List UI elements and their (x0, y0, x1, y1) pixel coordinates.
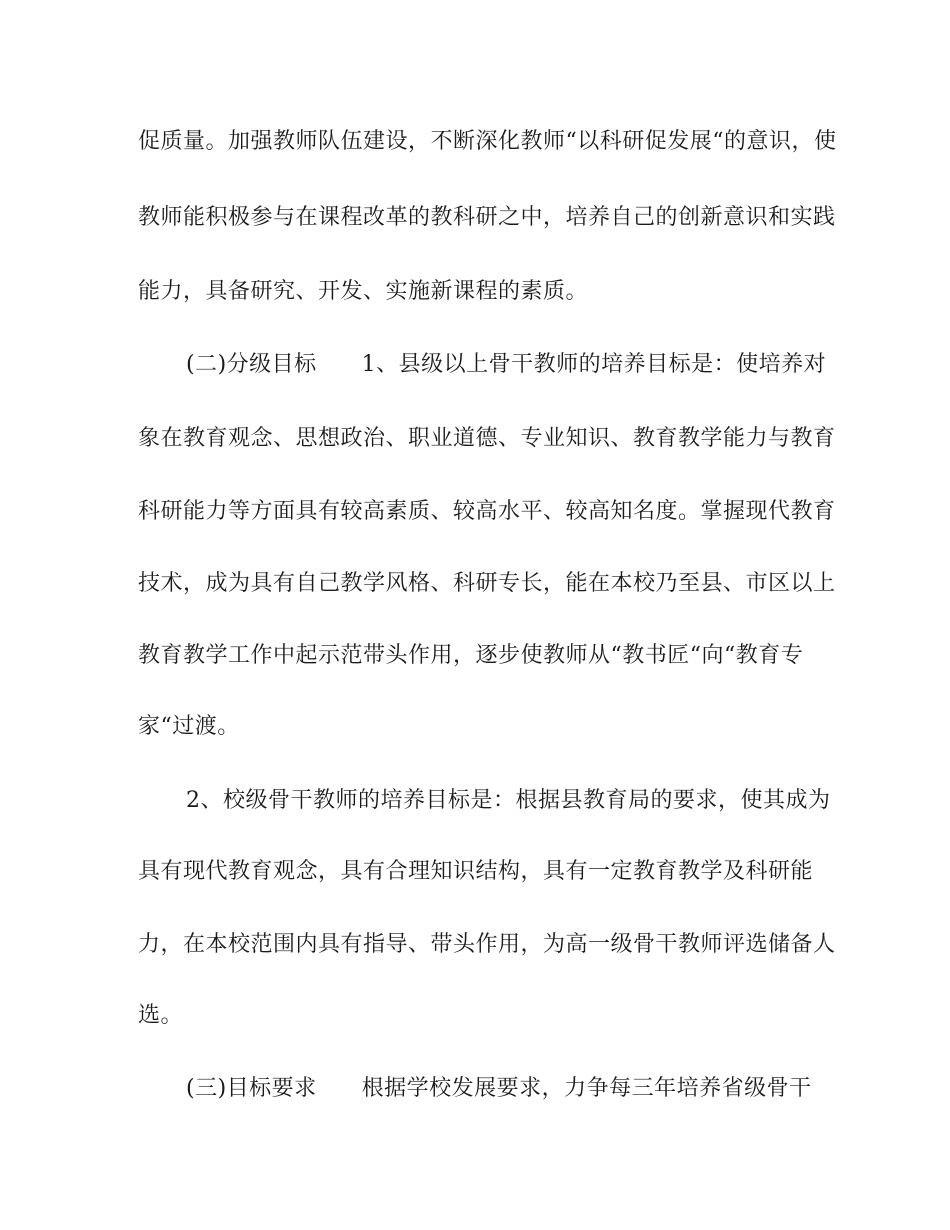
paragraph-line: 力，在本校范围内具有指导、带头作用，为高一级骨干教师评选储备人 (138, 932, 836, 957)
paragraph-line: 2、校级骨干教师的培养目标是：根据县教育局的要求，使其成为 (186, 788, 831, 813)
paragraph-line: 象在教育观念、思想政治、职业道德、专业知识、教育教学能力与教育 (138, 426, 836, 451)
paragraph-line: 具有现代教育观念，具有合理知识结构，具有一定教育教学及科研能 (138, 859, 814, 884)
section-heading-line: (三)目标要求 根据学校发展要求，力争每三年培养省级骨干 (186, 1076, 812, 1101)
paragraph-line: 家“过渡。 (138, 714, 240, 739)
paragraph-line: 技术，成为具有自己教学风格、科研专长，能在本校乃至县、市区以上 (138, 571, 836, 596)
paragraph-line: 选。 (138, 1003, 184, 1028)
paragraph-line: 教师能积极参与在课程改革的教科研之中，培养自己的创新意识和实践 (138, 205, 836, 230)
paragraph-line: 能力，具备研究、开发、实施新课程的素质。 (138, 279, 589, 304)
section-heading-line: (二)分级目标 1、县级以上骨干教师的培养目标是：使培养对 (186, 352, 827, 377)
paragraph-line: 科研能力等方面具有较高素质、较高水平、较高知名度。掌握现代教育 (138, 499, 836, 524)
paragraph-line: 教育教学工作中起示范带头作用，逐步使教师从“教书匠“向“教育专 (138, 643, 804, 668)
paragraph-line: 促质量。加强教师队伍建设，不断深化教师“以科研促发展“的意识，使 (138, 129, 837, 154)
